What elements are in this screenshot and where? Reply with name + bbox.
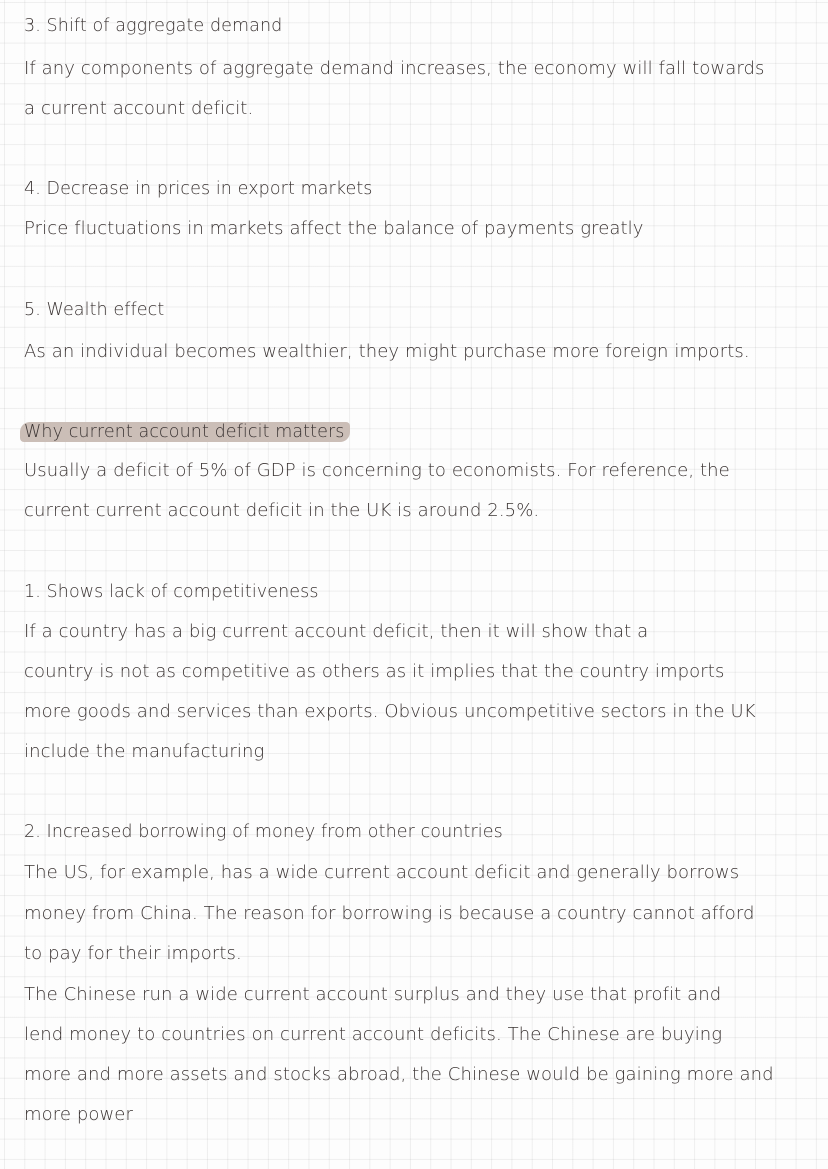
body-line: If any components of aggregate demand increases, the economy will fall towards bbox=[24, 58, 765, 79]
body-line: Usually a deficit of 5% of GDP is concerning to economists. For reference, the bbox=[24, 460, 730, 481]
body-line: a current account deficit. bbox=[24, 98, 254, 119]
body-line: to pay for their imports. bbox=[24, 943, 242, 964]
body-line: lend money to countries on current account deficits. The Chinese are buying bbox=[24, 1024, 723, 1045]
body-line: current current account deficit in the UK is around 2.5%. bbox=[24, 500, 540, 521]
body-line: The Chinese run a wide current account surplus and they use that profit and bbox=[24, 984, 722, 1005]
body-line: The US, for example, has a wide current account deficit and generally borrows bbox=[24, 862, 740, 883]
body-line: As an individual becomes wealthier, they might purchase more foreign imports. bbox=[24, 341, 750, 362]
section-heading-competitiveness: 1. Shows lack of competitiveness bbox=[24, 582, 319, 602]
body-line: Price fluctuations in markets affect the balance of payments greatly bbox=[24, 218, 644, 239]
section-heading-borrowing: 2. Increased borrowing of money from other countries bbox=[24, 822, 503, 842]
section-heading-why-deficit-matters bbox=[24, 420, 350, 444]
body-line: more power bbox=[24, 1104, 133, 1125]
section-heading-wealth-effect: 5. Wealth effect bbox=[24, 300, 165, 320]
highlighted-heading: Why current account deficit matters bbox=[20, 422, 350, 442]
body-line: more and more assets and stocks abroad, the Chinese would be gaining more and bbox=[24, 1064, 774, 1085]
body-line: If a country has a big current account deficit, then it will show that a bbox=[24, 621, 649, 642]
body-line: more goods and services than exports. Obvious uncompetitive sectors in the UK bbox=[24, 701, 756, 722]
section-heading-export-prices: 4. Decrease in prices in export markets bbox=[24, 179, 373, 199]
body-line: include the manufacturing bbox=[24, 741, 265, 762]
section-heading-aggregate-demand: 3. Shift of aggregate demand bbox=[24, 16, 283, 36]
body-line: country is not as competitive as others as it implies that the country imports bbox=[24, 661, 725, 682]
body-line: money from China. The reason for borrowing is because a country cannot afford bbox=[24, 903, 755, 924]
